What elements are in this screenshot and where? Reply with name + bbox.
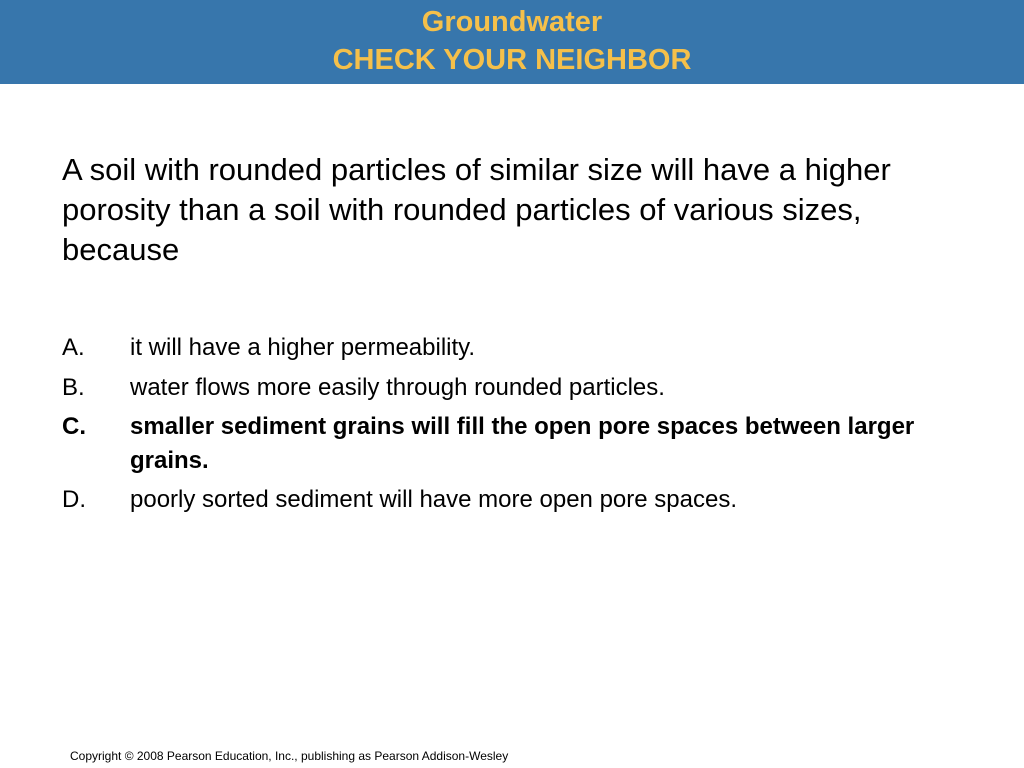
answer-item-a — [62, 330, 962, 366]
answer-letter: D. — [62, 486, 86, 513]
answer-text: poorly sorted sediment will have more open pore spaces. — [130, 486, 737, 513]
answer-letter: C. — [62, 413, 86, 440]
answer-item-d — [62, 482, 962, 518]
copyright-footer: Copyright © 2008 Pearson Education, Inc., publishing as Pearson Addison-Wesley — [70, 749, 509, 763]
answer-letter: B. — [62, 374, 85, 401]
answer-letter: A. — [62, 334, 85, 361]
question-text: A soil with rounded particles of similar size will have a higher porosity than a soil with rounded particles of various sizes, because — [62, 152, 891, 267]
slide-title: Groundwater — [421, 6, 603, 38]
slide-header — [0, 0, 1024, 84]
answer-text: it will have a higher permeability. — [130, 334, 476, 361]
answer-item-b — [62, 370, 962, 406]
slide-subtitle: CHECK YOUR NEIGHBOR — [332, 44, 692, 76]
answer-list — [62, 330, 962, 522]
answer-text: water flows more easily through rounded particles. — [130, 374, 665, 401]
answer-text: smaller sediment grains will fill the open pore spaces between larger grains. — [130, 413, 915, 474]
answer-item-c — [62, 410, 962, 478]
